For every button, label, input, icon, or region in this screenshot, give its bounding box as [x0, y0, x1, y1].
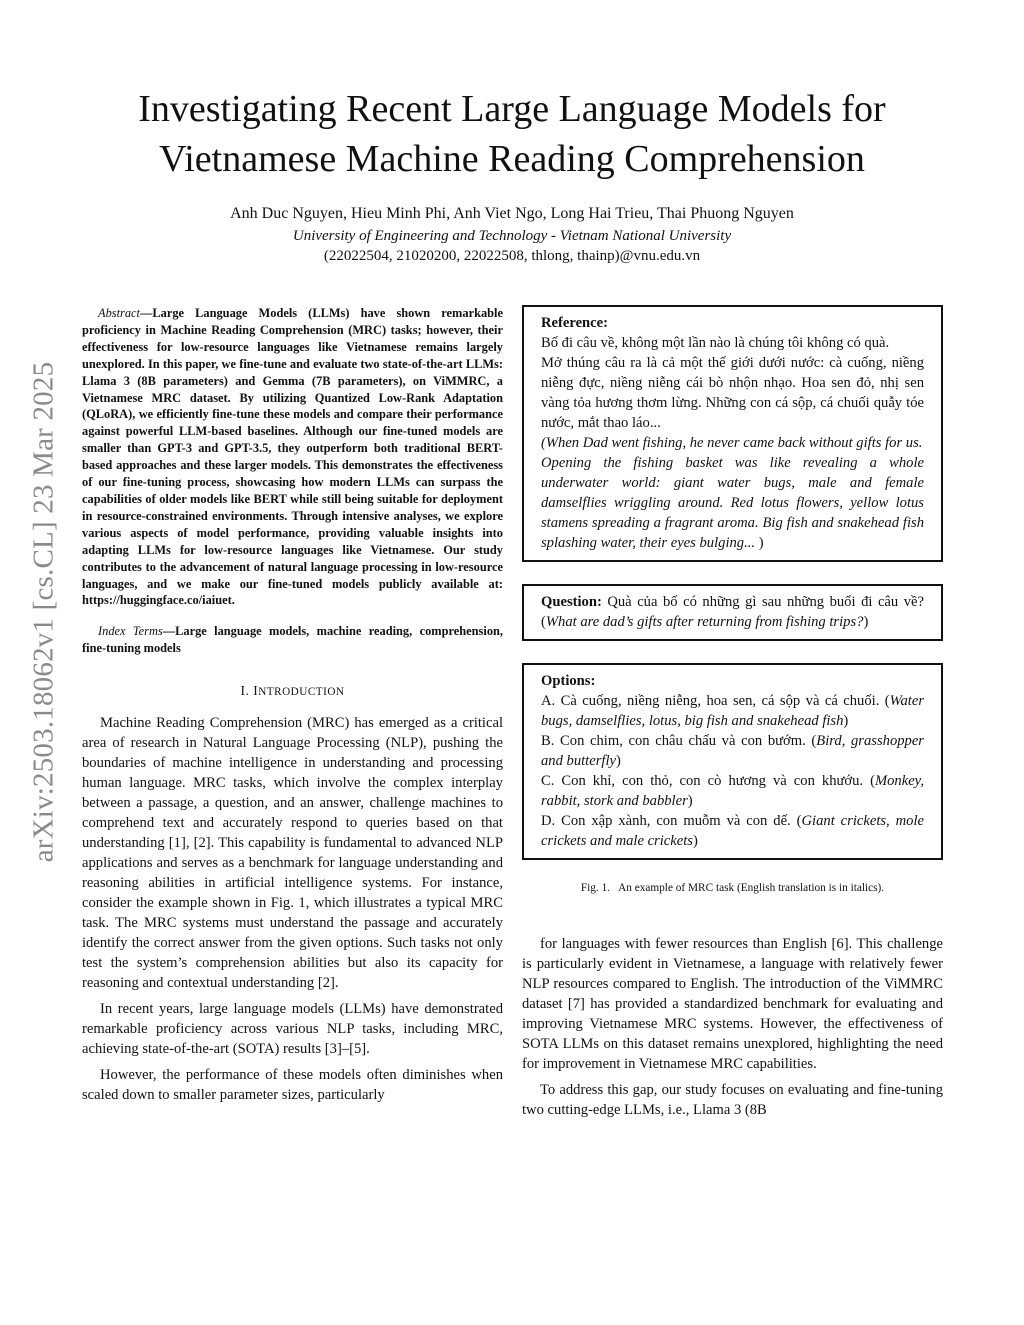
- right-paragraph-1: for languages with fewer resources than English [6]. This challenge is particularly evident in Vietnamese, a language with relatively fewer NLP resources compared to English. The introduction of the ViMMRC dataset [7] has provided a standardized benchmark for evaluating and improving Vietnamese MRC systems. However, the effectiveness of SOTA LLMs on this dataset remains unexplored, highlighting the need for improvement in Vietnamese MRC capabilities.: [522, 936, 943, 1072]
- abstract-label: Abstract: [98, 306, 140, 320]
- arxiv-identifier: arXiv:2503.18062v1 [cs.CL] 23 Mar 2025: [27, 361, 60, 863]
- right-paragraph-2: To address this gap, our study focuses on evaluating and fine-tuning two cutting-edge LLMs, i.e., Llama 3 (8B: [522, 1082, 943, 1118]
- option-b-close: ): [616, 753, 621, 769]
- options-box: [522, 663, 943, 860]
- paper-title: Investigating Recent Large Language Models for Vietnamese Machine Reading Comprehension: [138, 88, 886, 180]
- index-terms-text: —Large language models, machine reading, comprehension, fine-tuning models: [82, 624, 503, 656]
- section-number: I.: [240, 683, 254, 699]
- author-emails: (22022504, 21020200, 22022508, thlong, thainp)@vnu.edu.vn: [323, 248, 701, 264]
- question-vietnamese: Quà của bố có những gì sau những buổi đi câu về? (: [541, 594, 924, 630]
- index-terms-label: Index Terms: [98, 624, 163, 639]
- question-english: What are dad’s gifts after returning from fishing trips?: [545, 614, 864, 630]
- abstract: [82, 305, 503, 609]
- option-c-vietnamese: C. Con khỉ, con thỏ, con cò hương và con khướu. (: [541, 773, 875, 789]
- question-label: Question:: [541, 594, 602, 610]
- figure-caption: [522, 882, 943, 894]
- right-column: [522, 305, 943, 1126]
- intro-paragraph-1: Machine Reading Comprehension (MRC) has emerged as a critical area of research in Natural Language Processing (NLP), pushing the boundaries of machine intelligence in understanding and processing human language. MRC tasks, which involve the complex interplay between a passage, a question, and an answer, challenge machines to comprehend text and accurately respond to queries based on that understanding [1], [2]. This capability is fundamental to advanced NLP applications and serves as a benchmark for language understanding and reasoning abilities in artificial intelligence systems. For instance, consider the example shown in Fig. 1, which illustrates a typical MRC task. The MRC systems must understand the passage and accurately identify the correct answer from the given options. Such tasks not only test the system’s comprehension abilities but also its capacity for reasoning and contextual understanding [2].: [82, 715, 503, 992]
- reference-english-2: Opening the fishing basket was like revealing a whole underwater world: giant water bugs, male and female damselflies wriggling around. Red lotus flowers, yellow lotus stamens spreading a fragrant aroma. Big fish and snakehead fish splashing water, their eyes bulging...: [541, 455, 924, 551]
- intro-paragraph-3: However, the performance of these models often diminishes when scaled down to smaller parameter sizes, particularly: [82, 1067, 503, 1104]
- option-b-english: Bird, grasshopper and butterfly: [541, 733, 924, 769]
- abstract-text: —Large Language Models (LLMs) have shown remarkable proficiency in Machine Reading Comprehension (MRC) tasks; however, their effectiveness for low-resource languages like Vietnamese remains largely unexplored. In this paper, we fine-tune and evaluate two state-of-the-art LLMs: Llama 3 (8B parameters) and Gemma (7B parameters), on ViMMRC, a Vietnamese MRC dataset. By utilizing Quantized Low-Rank Adaptation (QLoRA), we efficiently fine-tune these models and compare their performance against powerful LLM-based baselines. Although our fine-tuned models are smaller than GPT-3 and GPT-3.5, they outperform both traditional BERT-based approaches and these larger models. This demonstrates the effectiveness of our fine-tuning process, showcasing how modern LLMs can surpass the capabilities of older models like BERT while still being suitable for deployment in resource-constrained environments. Through intensive analyses, we explore various aspects of model performance, providing valuable insights into adapting LLMs for low-resource languages like Vietnamese. Our study contributes to the advancement of natural language processing in low-resource languages, and we make our fine-tuned models publicly available at: https://huggingface.co/iaiuet.: [82, 306, 503, 608]
- option-b-vietnamese: B. Con chim, con châu chấu và con bướm. (: [541, 733, 817, 749]
- reference-vietnamese-1: Bố đi câu về, không một lần nào là chúng tôi không có quà.: [541, 335, 890, 351]
- option-a-vietnamese: A. Cà cuống, niềng niễng, hoa sen, cá sộp và cá chuối. (: [541, 693, 890, 709]
- section-title-rest: NTRODUCTION: [258, 686, 345, 699]
- option-c: [541, 771, 924, 811]
- option-d-english: Giant crickets, mole crickets and male crickets: [541, 813, 925, 849]
- figure-number: Fig. 1.: [580, 882, 611, 894]
- reference-label: Reference:: [541, 315, 608, 331]
- question-box: [522, 584, 943, 641]
- section-title-initial: I: [253, 683, 259, 699]
- figure-caption-text: An example of MRC task (English translation is in italics).: [618, 882, 885, 894]
- affiliation: University of Engineering and Technology - Vietnam National University: [292, 228, 732, 244]
- options-label: Options:: [541, 673, 596, 689]
- section-heading-introduction: [82, 683, 503, 699]
- reference-english-1: (When Dad went fishing, he never came back without gifts for us.: [541, 435, 923, 451]
- author-list: Anh Duc Nguyen, Hieu Minh Phi, Anh Viet Ngo, Long Hai Trieu, Thai Phuong Nguyen: [230, 205, 794, 222]
- option-d: [541, 811, 924, 851]
- option-a-close: ): [843, 713, 849, 729]
- question-close: ): [863, 614, 869, 630]
- option-d-vietnamese: D. Con xập xành, con muỗm và con dế. (: [541, 813, 802, 829]
- arxiv-stamp: [0, 0, 60, 863]
- left-column: [82, 305, 503, 1111]
- option-a-english: Water bugs, damselflies, lotus, big fish and snakehead fish: [541, 693, 924, 729]
- option-c-english: Monkey, rabbit, stork and babbler: [541, 773, 924, 809]
- reference-close: ): [755, 535, 764, 551]
- reference-box: [522, 305, 943, 562]
- option-d-close: ): [692, 833, 698, 849]
- option-a: [541, 691, 924, 731]
- intro-paragraph-2: In recent years, large language models (LLMs) have demonstrated remarkable proficiency across various NLP tasks, including MRC, achieving state-of-the-art (SOTA) results [3]–[5].: [82, 1001, 503, 1058]
- option-c-close: ): [687, 793, 693, 809]
- index-terms: [82, 623, 503, 657]
- reference-vietnamese-2: Mở thúng câu ra là cả một thế giới dưới nước: cà cuống, niềng niễng đực, niềng niễng cái bò nhộn nhạo. Hoa sen đỏ, nhị sen vàng tỏa hương thơm lừng. Những con cá sộp, cá chuối quẫy tóe nước, mắt thao láo...: [541, 355, 924, 431]
- option-b: [541, 731, 924, 771]
